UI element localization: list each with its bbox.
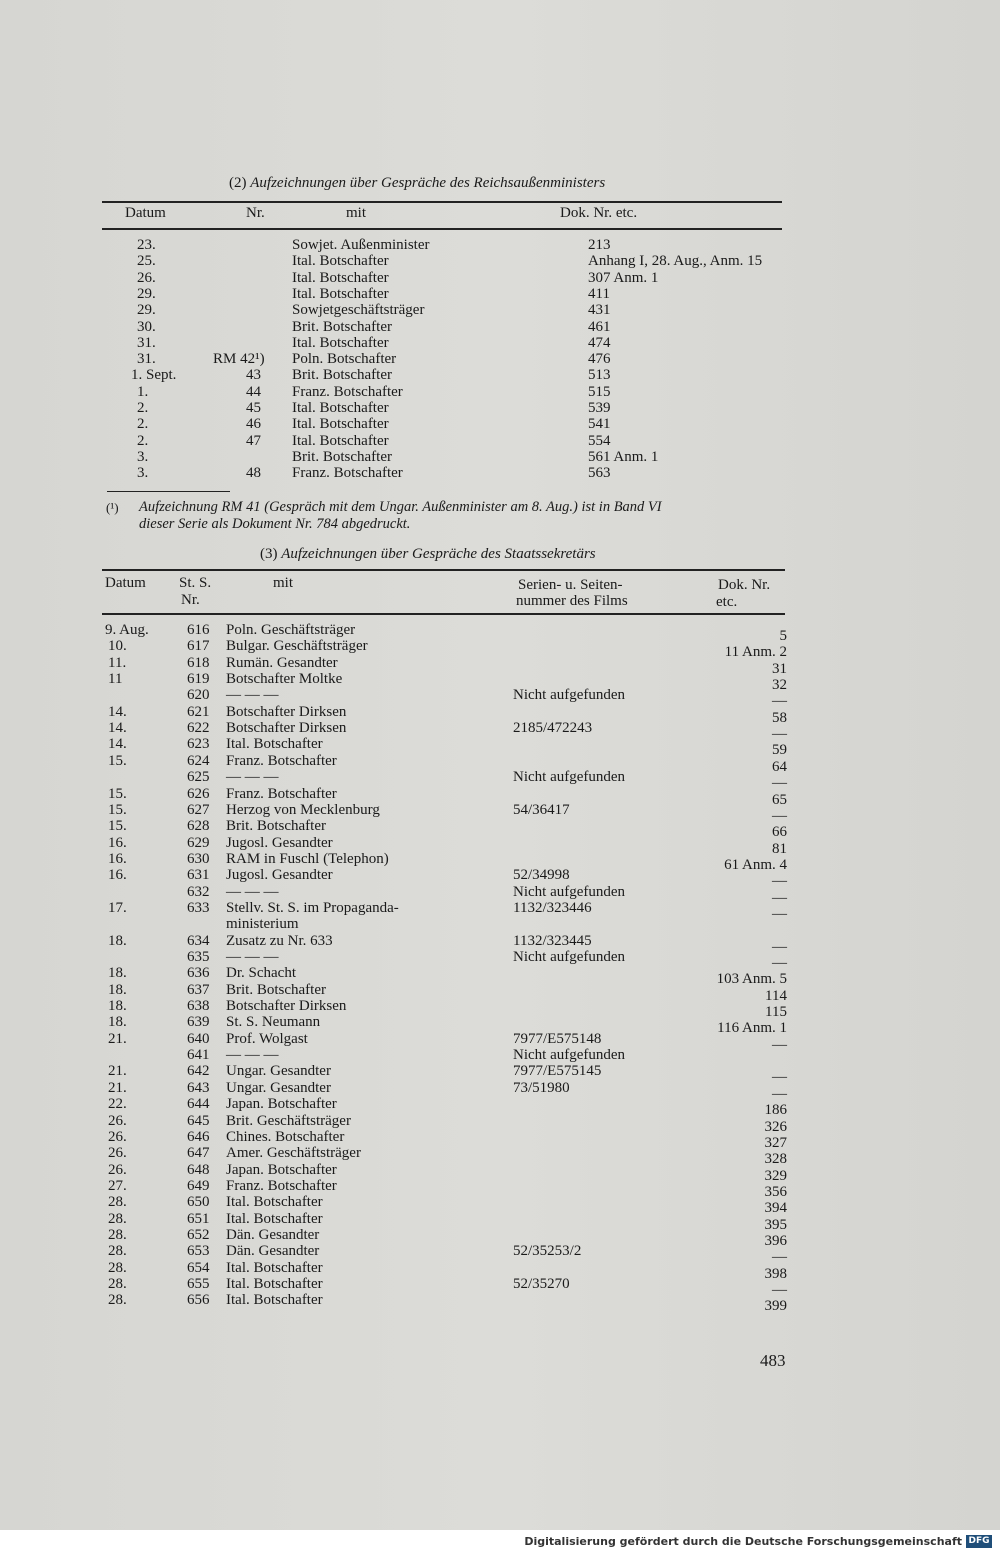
- row-document-ref: 114: [765, 987, 787, 1004]
- footnote-line-1: Aufzeichnung RM 41 (Gespräch mit dem Ungar. Außenminister am 8. Aug.) ist in Band VI: [139, 499, 662, 515]
- row-number: 649: [187, 1177, 210, 1194]
- row-date: 18.: [108, 1014, 127, 1031]
- row-document-ref: 328: [764, 1151, 787, 1168]
- row-film-number: 7977/E575145: [513, 1063, 602, 1080]
- row-document-ref: 5: [779, 628, 787, 644]
- row-partner: Chines. Botschafter: [226, 1128, 345, 1145]
- row-film-number: 1132/323445: [513, 932, 592, 949]
- row-partner: Poln. Botschafter: [292, 351, 397, 368]
- row-date: 26.: [108, 1161, 127, 1178]
- section2-header-nr: Nr.: [246, 205, 265, 221]
- row-number: 45: [246, 400, 261, 416]
- row-partner: Sowjet. Außenminister: [292, 237, 430, 253]
- row-number: 655: [187, 1276, 210, 1292]
- row-partner: Botschafter Dirksen: [226, 720, 347, 737]
- row-partner: Amer. Geschäftsträger: [226, 1145, 361, 1162]
- row-partner: Ital. Botschafter: [226, 736, 323, 753]
- row-date: 16.: [108, 867, 127, 884]
- row-date: 25.: [137, 253, 156, 270]
- row-document-ref: —: [772, 775, 787, 792]
- row-document-ref: 476: [588, 351, 611, 368]
- row-number: 44: [246, 383, 261, 400]
- row-partner: Ital. Botschafter: [292, 269, 389, 286]
- row-partner: Ital. Botschafter: [292, 285, 389, 302]
- row-film-number: 1132/323446: [513, 899, 592, 916]
- row-film-number: Nicht aufgefunden: [513, 687, 626, 704]
- row-date: 31.: [137, 334, 156, 351]
- row-partner: Ital. Botschafter: [226, 1194, 323, 1211]
- row-partner: Ungar. Gesandter: [226, 1079, 331, 1096]
- row-document-ref: 81: [772, 840, 787, 857]
- row-number: 630: [187, 850, 210, 867]
- row-date: 2.: [137, 416, 149, 433]
- row-date: 14.: [108, 736, 127, 753]
- row-number: 47: [246, 432, 261, 449]
- section3-header-dok-line2: etc.: [716, 594, 738, 610]
- row-document-ref: 103 Anm. 5: [716, 971, 787, 988]
- row-number: 634: [187, 932, 210, 949]
- row-date: 28.: [108, 1226, 127, 1243]
- row-document-ref: 356: [764, 1183, 787, 1200]
- row-document-ref: —: [772, 938, 787, 955]
- row-number: 654: [187, 1259, 210, 1276]
- row-number: 619: [187, 671, 210, 688]
- row-film-number: 54/36417: [513, 801, 570, 818]
- row-date: 18.: [108, 965, 127, 982]
- row-document-ref: 326: [764, 1118, 787, 1135]
- section2-header-dok: Dok. Nr. etc.: [560, 205, 638, 221]
- section2-title: [229, 175, 605, 192]
- row-document-ref: 66: [772, 824, 787, 841]
- row-partner: — — —: [226, 687, 279, 704]
- row-film-number: 52/35253/2: [513, 1243, 582, 1260]
- row-partner: Rumän. Gesandter: [226, 654, 338, 671]
- row-document-ref: 395: [764, 1216, 787, 1233]
- row-number: 641: [187, 1047, 210, 1064]
- row-date: 1. Sept.: [131, 367, 177, 384]
- row-document-ref: 65: [772, 791, 787, 808]
- row-number: 656: [187, 1292, 210, 1309]
- row-number: 626: [187, 785, 210, 802]
- row-number: 618: [187, 654, 210, 671]
- row-partner: Dr. Schacht: [226, 965, 296, 982]
- row-number: 635: [187, 949, 210, 965]
- row-partner: Ital. Botschafter: [226, 1276, 323, 1292]
- row-date: 2.: [137, 432, 149, 449]
- row-document-ref: —: [772, 726, 787, 743]
- row-film-number: 52/35270: [513, 1276, 570, 1292]
- section2-title-number: (2): [229, 175, 247, 191]
- row-document-ref: 58: [772, 709, 787, 726]
- row-partner: Japan. Botschafter: [226, 1161, 337, 1178]
- row-date: 15.: [108, 818, 127, 835]
- row-date: 28.: [108, 1243, 127, 1260]
- row-number: 637: [187, 981, 210, 998]
- row-document-ref: —: [772, 905, 787, 922]
- row-film-number: 52/34998: [513, 867, 570, 884]
- row-document-ref: 396: [764, 1232, 787, 1249]
- row-number: 617: [187, 638, 210, 655]
- row-date: 16.: [108, 834, 127, 851]
- row-date: 28.: [108, 1292, 127, 1309]
- row-partner: — — —: [226, 883, 279, 900]
- row-partner: Botschafter Dirksen: [226, 998, 347, 1015]
- row-partner: RAM in Fuschl (Telephon): [226, 850, 389, 867]
- row-partner: — — —: [226, 1047, 279, 1064]
- row-number: 651: [187, 1210, 210, 1227]
- row-date: 28.: [108, 1276, 127, 1292]
- page-number: 483: [760, 1351, 786, 1370]
- row-document-ref: 213: [588, 237, 611, 253]
- row-number: 640: [187, 1030, 210, 1047]
- row-number: 629: [187, 834, 210, 851]
- row-partner: Botschafter Moltke: [226, 671, 343, 688]
- row-date: 2.: [137, 400, 149, 416]
- row-partner: Ungar. Gesandter: [226, 1063, 331, 1080]
- row-document-ref: 411: [588, 285, 610, 302]
- dfg-logo-icon: DFG: [966, 1535, 992, 1548]
- row-document-ref: 64: [772, 758, 787, 775]
- row-partner: Dän. Gesandter: [226, 1243, 320, 1260]
- row-number: 653: [187, 1243, 210, 1260]
- row-number: 636: [187, 965, 210, 982]
- row-partner: ministerium: [226, 916, 299, 933]
- row-date: 16.: [108, 850, 127, 867]
- row-film-number: 73/51980: [513, 1079, 570, 1096]
- row-document-ref: 541: [588, 416, 611, 433]
- row-date: 26.: [108, 1112, 127, 1129]
- row-partner: Dän. Gesandter: [226, 1226, 320, 1243]
- row-partner: Brit. Botschafter: [226, 818, 326, 835]
- row-partner: Ital. Botschafter: [292, 432, 389, 449]
- row-number: 623: [187, 736, 210, 753]
- footnote-line-2: dieser Serie als Dokument Nr. 784 abgedruckt.: [139, 516, 411, 532]
- row-document-ref: Anhang I, 28. Aug., Anm. 15: [588, 253, 763, 270]
- row-partner: Franz. Botschafter: [226, 785, 337, 802]
- row-document-ref: 561 Anm. 1: [588, 448, 659, 465]
- row-document-ref: 398: [764, 1265, 787, 1282]
- row-document-ref: —: [772, 693, 787, 710]
- section3-header-nr-line1: St. S.: [179, 575, 212, 591]
- row-partner: Sowjetgeschäftsträger: [292, 302, 425, 319]
- row-document-ref: 115: [765, 1004, 787, 1021]
- row-date: 26.: [137, 269, 156, 286]
- row-date: 21.: [108, 1063, 127, 1080]
- footer-bar: [0, 1530, 1000, 1554]
- row-number: 631: [187, 867, 210, 884]
- row-number: 627: [187, 801, 210, 818]
- row-date: 1.: [137, 383, 149, 400]
- row-number: 48: [246, 465, 261, 482]
- row-document-ref: 186: [764, 1102, 787, 1119]
- row-date: 11.: [108, 654, 127, 671]
- row-partner: Brit. Botschafter: [292, 448, 392, 465]
- row-date: 18.: [108, 932, 127, 949]
- footer-text: Digitalisierung gefördert durch die Deutsche Forschungsgemeinschaft: [524, 1535, 962, 1548]
- row-document-ref: 32: [772, 677, 787, 694]
- section3-header-datum: Datum: [105, 575, 146, 591]
- row-partner: Prof. Wolgast: [226, 1030, 308, 1047]
- row-date: 28.: [108, 1259, 127, 1276]
- row-partner: Zusatz zu Nr. 633: [226, 932, 333, 949]
- row-number: RM 42¹): [213, 351, 265, 368]
- section2-header-rule: [102, 228, 782, 230]
- row-partner: Stellv. St. S. im Propaganda-: [226, 899, 399, 916]
- row-document-ref: 329: [764, 1167, 787, 1184]
- row-partner: Ital. Botschafter: [292, 253, 389, 270]
- row-document-ref: 59: [772, 742, 787, 759]
- row-partner: Ital. Botschafter: [292, 400, 389, 416]
- row-number: 43: [246, 367, 261, 384]
- section3-header-mit: mit: [273, 575, 294, 591]
- row-date: 22.: [108, 1096, 127, 1113]
- row-document-ref: 327: [764, 1134, 787, 1151]
- row-number: 652: [187, 1226, 210, 1243]
- row-number: 616: [187, 622, 210, 638]
- row-document-ref: —: [772, 889, 787, 906]
- row-document-ref: 116 Anm. 1: [717, 1020, 787, 1037]
- row-date: 26.: [108, 1128, 127, 1145]
- row-number: 643: [187, 1079, 210, 1096]
- row-date: 3.: [137, 448, 149, 465]
- row-film-number: Nicht aufgefunden: [513, 949, 626, 965]
- row-partner: St. S. Neumann: [226, 1014, 321, 1031]
- section2-header-datum: Datum: [125, 205, 166, 221]
- row-number: 645: [187, 1112, 210, 1129]
- row-date: 14.: [108, 703, 127, 720]
- footnote-rule: [107, 491, 230, 492]
- section3-header-serien-line1: Serien- u. Seiten-: [518, 577, 623, 593]
- row-document-ref: 554: [588, 432, 611, 449]
- row-number: 638: [187, 998, 210, 1015]
- row-partner: Herzog von Mecklenburg: [226, 801, 380, 818]
- row-partner: — — —: [226, 949, 279, 965]
- row-partner: — — —: [226, 769, 279, 786]
- row-document-ref: 515: [588, 383, 611, 400]
- row-film-number: 7977/E575148: [513, 1030, 602, 1047]
- row-date: 15.: [108, 801, 127, 818]
- row-number: 646: [187, 1128, 210, 1145]
- row-number: 644: [187, 1096, 210, 1113]
- row-date: 23.: [137, 237, 156, 253]
- row-partner: Franz. Botschafter: [292, 383, 403, 400]
- footnote-marker: (¹): [106, 500, 119, 515]
- row-number: 625: [187, 769, 210, 786]
- row-date: 15.: [108, 752, 127, 769]
- section3-top-rule: [102, 569, 785, 571]
- row-number: 46: [246, 416, 261, 433]
- section3-title-number: (3): [260, 546, 278, 562]
- row-partner: Ital. Botschafter: [292, 334, 389, 351]
- row-partner: Franz. Botschafter: [226, 752, 337, 769]
- row-date: 28.: [108, 1210, 127, 1227]
- row-document-ref: —: [772, 873, 787, 890]
- row-date: 14.: [108, 720, 127, 737]
- row-document-ref: —: [772, 1249, 787, 1266]
- row-document-ref: 474: [588, 334, 611, 351]
- row-number: 642: [187, 1063, 210, 1080]
- section3-title: [260, 546, 596, 563]
- row-number: 632: [187, 883, 210, 900]
- row-date: 29.: [137, 285, 156, 302]
- row-partner: Poln. Geschäftsträger: [226, 622, 356, 638]
- row-document-ref: 513: [588, 367, 611, 384]
- row-document-ref: —: [772, 1069, 787, 1086]
- row-number: 620: [187, 687, 210, 704]
- row-document-ref: 307 Anm. 1: [588, 269, 659, 286]
- row-date: 9. Aug.: [105, 622, 149, 638]
- row-date: 31.: [137, 351, 156, 368]
- section3-header-dok-line1: Dok. Nr.: [718, 577, 771, 593]
- row-document-ref: —: [772, 1036, 787, 1053]
- row-date: 28.: [108, 1194, 127, 1211]
- row-document-ref: 563: [588, 465, 611, 482]
- row-number: 650: [187, 1194, 210, 1211]
- row-document-ref: 431: [588, 302, 611, 319]
- row-document-ref: —: [772, 955, 787, 971]
- row-document-ref: —: [772, 807, 787, 824]
- row-date: 17.: [108, 899, 127, 916]
- row-date: 21.: [108, 1030, 127, 1047]
- row-date: 15.: [108, 785, 127, 802]
- row-film-number: Nicht aufgefunden: [513, 769, 626, 786]
- row-document-ref: 394: [764, 1200, 787, 1217]
- row-date: 18.: [108, 981, 127, 998]
- section3-header-nr-line2: Nr.: [181, 592, 200, 608]
- section3-header-rule: [102, 613, 785, 615]
- row-date: 21.: [108, 1079, 127, 1096]
- row-document-ref: 461: [588, 318, 611, 335]
- section2-header-mit: mit: [346, 205, 367, 221]
- row-number: 621: [187, 703, 210, 720]
- row-number: 628: [187, 818, 210, 835]
- row-film-number: 2185/472243: [513, 720, 593, 737]
- row-number: 648: [187, 1161, 210, 1178]
- section2-title-text: Aufzeichnungen über Gespräche des Reichsaußenministers: [250, 175, 606, 191]
- row-partner: Ital. Botschafter: [226, 1292, 323, 1309]
- row-document-ref: —: [772, 1085, 787, 1102]
- row-date: 29.: [137, 302, 156, 319]
- section3-title-text: Aufzeichnungen über Gespräche des Staatssekretärs: [281, 546, 596, 562]
- row-number: 633: [187, 899, 210, 916]
- row-document-ref: 399: [764, 1298, 787, 1315]
- row-film-number: Nicht aufgefunden: [513, 883, 626, 900]
- row-partner: Jugosl. Gesandter: [226, 867, 333, 884]
- row-partner: Botschafter Dirksen: [226, 703, 347, 720]
- row-partner: Jugosl. Gesandter: [226, 834, 333, 851]
- row-document-ref: 31: [772, 660, 787, 677]
- section3-header-serien-line2: nummer des Films: [516, 593, 628, 609]
- row-date: 11: [108, 671, 123, 688]
- row-number: 622: [187, 720, 210, 737]
- row-document-ref: —: [772, 1282, 787, 1298]
- row-date: 27.: [108, 1177, 127, 1194]
- row-number: 639: [187, 1014, 210, 1031]
- section2-top-rule: [102, 201, 782, 203]
- row-partner: Ital. Botschafter: [292, 416, 389, 433]
- row-partner: Brit. Botschafter: [292, 367, 392, 384]
- row-date: 10.: [108, 638, 127, 655]
- row-date: 18.: [108, 998, 127, 1015]
- row-partner: Ital. Botschafter: [226, 1210, 323, 1227]
- row-partner: Brit. Geschäftsträger: [226, 1112, 351, 1129]
- row-date: 3.: [137, 465, 149, 482]
- row-partner: Franz. Botschafter: [292, 465, 403, 482]
- row-partner: Ital. Botschafter: [226, 1259, 323, 1276]
- row-date: 26.: [108, 1145, 127, 1162]
- row-partner: Bulgar. Geschäftsträger: [226, 638, 368, 655]
- row-number: 624: [187, 752, 210, 769]
- row-number: 647: [187, 1145, 210, 1162]
- row-partner: Brit. Botschafter: [292, 318, 392, 335]
- row-partner: Brit. Botschafter: [226, 981, 326, 998]
- row-film-number: Nicht aufgefunden: [513, 1047, 626, 1064]
- row-partner: Franz. Botschafter: [226, 1177, 337, 1194]
- row-document-ref: 61 Anm. 4: [724, 856, 787, 873]
- row-partner: Japan. Botschafter: [226, 1096, 337, 1113]
- row-date: 30.: [137, 318, 156, 335]
- row-document-ref: 11 Anm. 2: [724, 644, 787, 661]
- row-document-ref: 539: [588, 400, 611, 416]
